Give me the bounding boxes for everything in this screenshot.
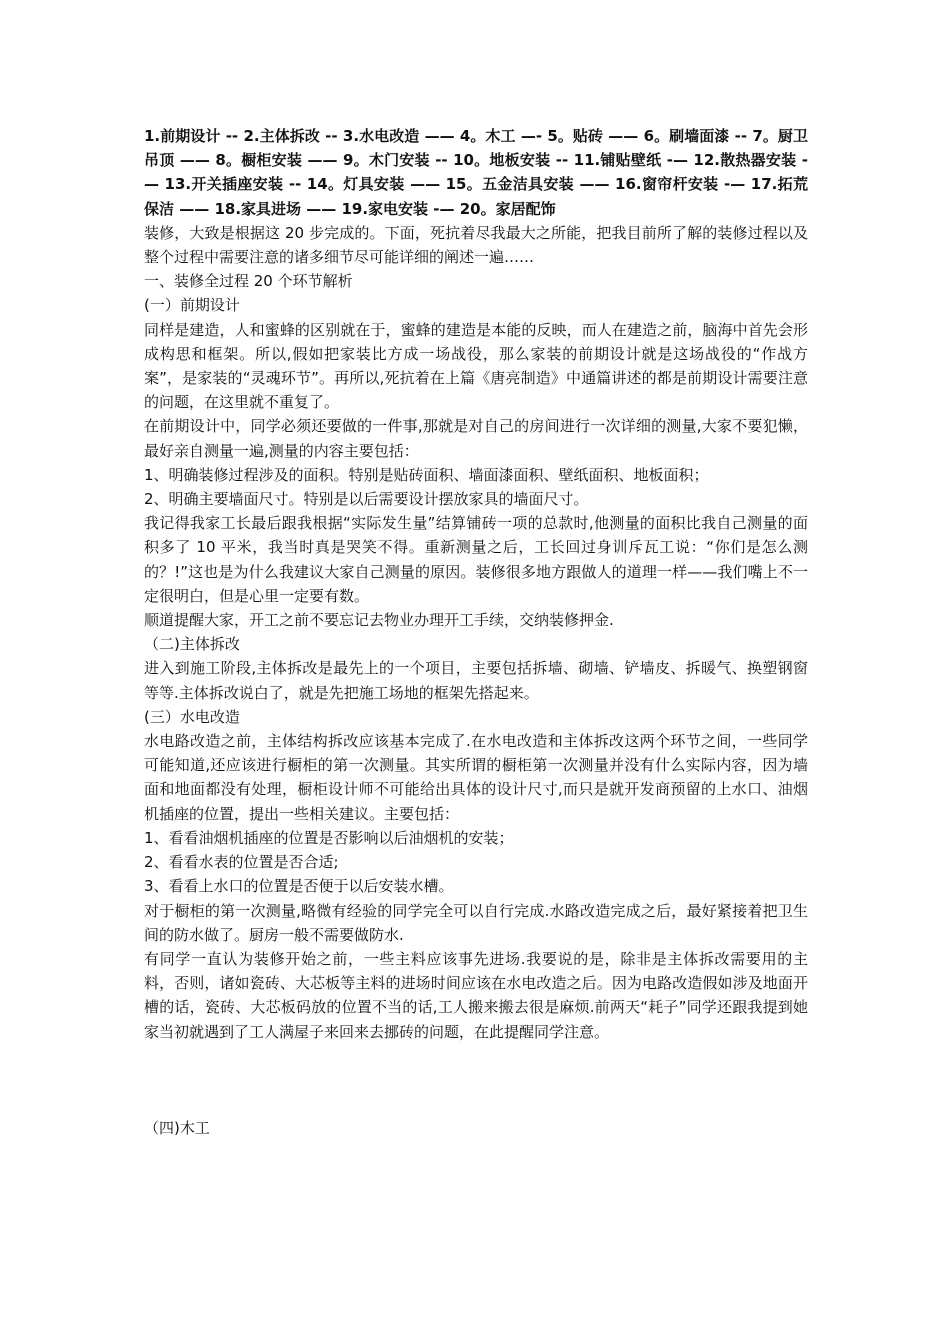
- paragraph: 顺道提醒大家，开工之前不要忘记去物业办理开工手续，交纳装修押金.: [144, 611, 614, 630]
- list-item: 3、看看上水口的位置是否便于以后安装水槽。: [144, 877, 454, 896]
- paragraph: 对于橱柜的第一次测量,略微有经验的同学完全可以自行完成.水路改造完成之后，最好紧接着把卫生间的防水做了。厨房一般不需要做防水.: [144, 901, 808, 944]
- paragraph: 进入到施工阶段,主体拆改是最先上的一个项目，主要包括拆墙、砌墙、铲墙皮、拆暖气、换塑钢窗等等.主体拆改说白了，就是先把施工场地的框架先搭起来。: [144, 659, 808, 702]
- list-item: 1、看看油烟机插座的位置是否影响以后油烟机的安装；: [144, 828, 514, 847]
- paragraph: 水电路改造之前，主体结构拆改应该基本完成了.在水电改造和主体拆改这两个环节之间，一些同学可能知道,还应该进行橱柜的第一次测量。其实所谓的橱柜第一次测量并没有什么实际内容，因为墙面和地面都没有处理，橱柜设计师不可能给出具体的设计尺寸,而只是就开发商预留的上水口、油烟机插座的位置，提出一些相关建议。主要包括：: [144, 732, 808, 823]
- paragraph: 我记得我家工长最后跟我根据“实际发生量”结算铺砖一项的总款时,他测量的面积比我自己测量的面积多了 10 平米，我当时真是哭笑不得。重新测量之后，工长回过身训斥瓦工说：“你们是怎么测的？!”这也是为什么我建议大家自己测量的原因。装修很多地方跟做人的道理一样——我们嘴上不一定很明白，但是心里一定要有数。: [144, 514, 808, 605]
- paragraph: 同样是建造，人和蜜蜂的区别就在于，蜜蜂的建造是本能的反映，而人在建造之前，脑海中首先会形成构思和框架。所以,假如把家装比方成一场战役，那么家装的前期设计就是这场战役的“作战方案”，是家装的“灵魂环节”。再所以,死抗着在上篇《唐亮制造》中通篇讲述的都是前期设计需要注意的问题，在这里就不重复了。: [144, 320, 808, 412]
- section-heading-plumbing-electrical: (三）水电改造: [144, 707, 240, 726]
- section-heading-carpentry: （四)木工: [144, 1118, 210, 1137]
- intro-paragraph: 装修，大致是根据这 20 步完成的。下面，死抗着尽我最大之所能，把我目前所了解的装修过程以及整个过程中需要注意的诸多细节尽可能详细的阐述一遍……: [144, 223, 808, 267]
- document-body: [144, 124, 808, 1140]
- paragraph: 有同学一直认为装修开始之前，一些主料应该事先进场.我要说的是，除非是主体拆改需要用的主料，否则，诸如瓷砖、大芯板等主料的进场时间应该在水电改造之后。因为电路改造假如涉及地面开槽的话，瓷砖、大芯板码放的位置不当的话,工人搬来搬去很是麻烦.前两天“耗子”同学还跟我提到她家当初就遇到了工人满屋子来回来去挪砖的问题，在此提醒同学注意。: [144, 949, 808, 1041]
- list-item: 1、明确装修过程涉及的面积。特别是贴砖面积、墙面漆面积、壁纸面积、地板面积；: [144, 465, 709, 484]
- blank-space: [144, 1044, 808, 1116]
- section-heading-design: (一）前期设计: [144, 296, 240, 315]
- main-heading: 一、装修全过程 20 个环节解析: [144, 272, 353, 291]
- paragraph: 在前期设计中，同学必须还要做的一件事,那就是对自己的房间进行一次详细的测量,大家不要犯懒，最好亲自测量一遍,测量的内容主要包括：: [144, 417, 808, 460]
- section-heading-demolition: （二)主体拆改: [144, 635, 240, 654]
- list-item: 2、明确主要墙面尺寸。特别是以后需要设计摆放家具的墙面尺寸。: [144, 490, 589, 509]
- list-item: 2、看看水表的位置是否合适;: [144, 853, 339, 872]
- steps-overview: 1.前期设计 -- 2.主体拆改 -- 3.水电改造 —— 4。木工 —- 5。贴砖 —— 6。刷墙面漆 -- 7。厨卫吊顶 —— 8。橱柜安装 —— 9。木门安装 -- 10。地板安装 -- 11.铺贴壁纸 -— 12.散热器安装 -— 13.开关插座安装 -- 14。灯具安装 —— 15。五金洁具安装 —— 16.窗帘杆安装 -— 17.拓荒保洁 —— 18.家具进场 —— 19.家电安装 -— 20。家居配饰: [144, 127, 808, 218]
